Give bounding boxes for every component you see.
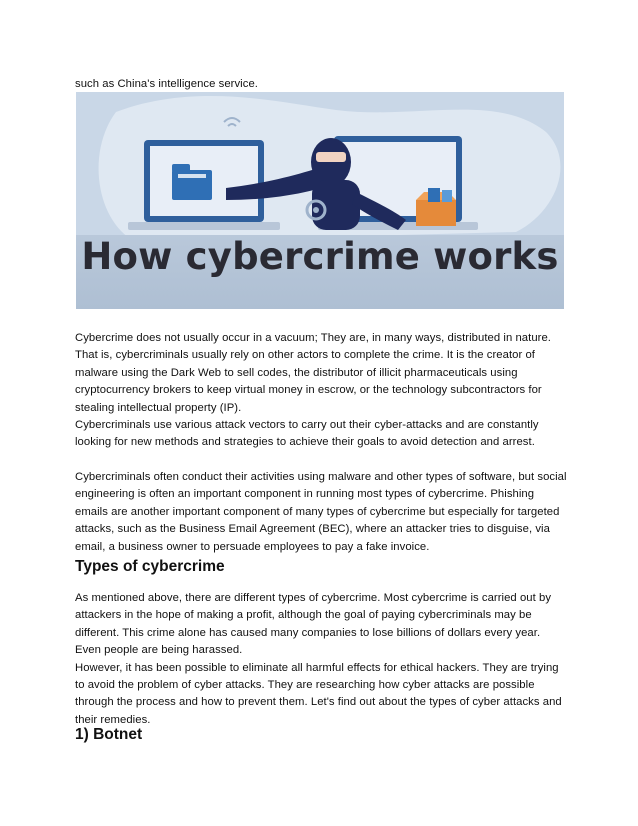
paragraph-distributed: Cybercrime does not usually occur in a vacuum; They are, in many ways, distributed in nature. That is, cybercriminals usually rely on other actors to complete the crime. It is the creator of malware using the Dark Web to sell codes, the distributor of illicit pharmaceuticals using cryptocurrency brokers to keep virtual money in escrow, or the technology subcontractors for stealing intellectual property (IP). xyxy=(75,332,551,414)
cybercrime-illustration xyxy=(76,92,564,309)
paragraph-attack-vectors: Cybercriminals use various attack vectors to carry out their cyber-attacks and are constantly looking for new methods and strategies to achieve their goals to avoid detection and arrest. xyxy=(75,419,539,449)
illustration-caption: How cybercrime works xyxy=(81,235,559,278)
paragraph-types-part2: However, it has been possible to eliminate all harmful effects for ethical hackers. They are trying to avoid the problem of cyber attacks. They are researching how cyber attacks are possible through the process and how to prevent them. Let's find out about the types of cyber attacks and their remedies. xyxy=(75,661,562,726)
paragraph-malware: Cybercriminals often conduct their activities using malware and other types of software, but social engineering is often an important component in running most types of cybercrime. Phishing emails are another important component of many types of cybercrime but especially for targeted attacks, such as the Business Email Agreement (BEC), where an attacker tries to disguise, via email, a business owner to persuade employees to pay a fake invoice. xyxy=(75,471,567,553)
paragraph-types-part1: As mentioned above, there are different types of cybercrime. Most cybercrime is carried out by attackers in the hope of making a profit, although the goal of paying cybercriminals may be different. This crime alone has caused many companies to lose billions of dollars every year. Even people are being harassed. xyxy=(75,592,552,657)
heading-botnet: 1) Botnet xyxy=(75,726,143,743)
intro-text: such as China's intelligence service. xyxy=(75,78,258,90)
heading-types-of-cybercrime: Types of cybercrime xyxy=(75,558,225,575)
paragraph-types xyxy=(75,590,567,729)
